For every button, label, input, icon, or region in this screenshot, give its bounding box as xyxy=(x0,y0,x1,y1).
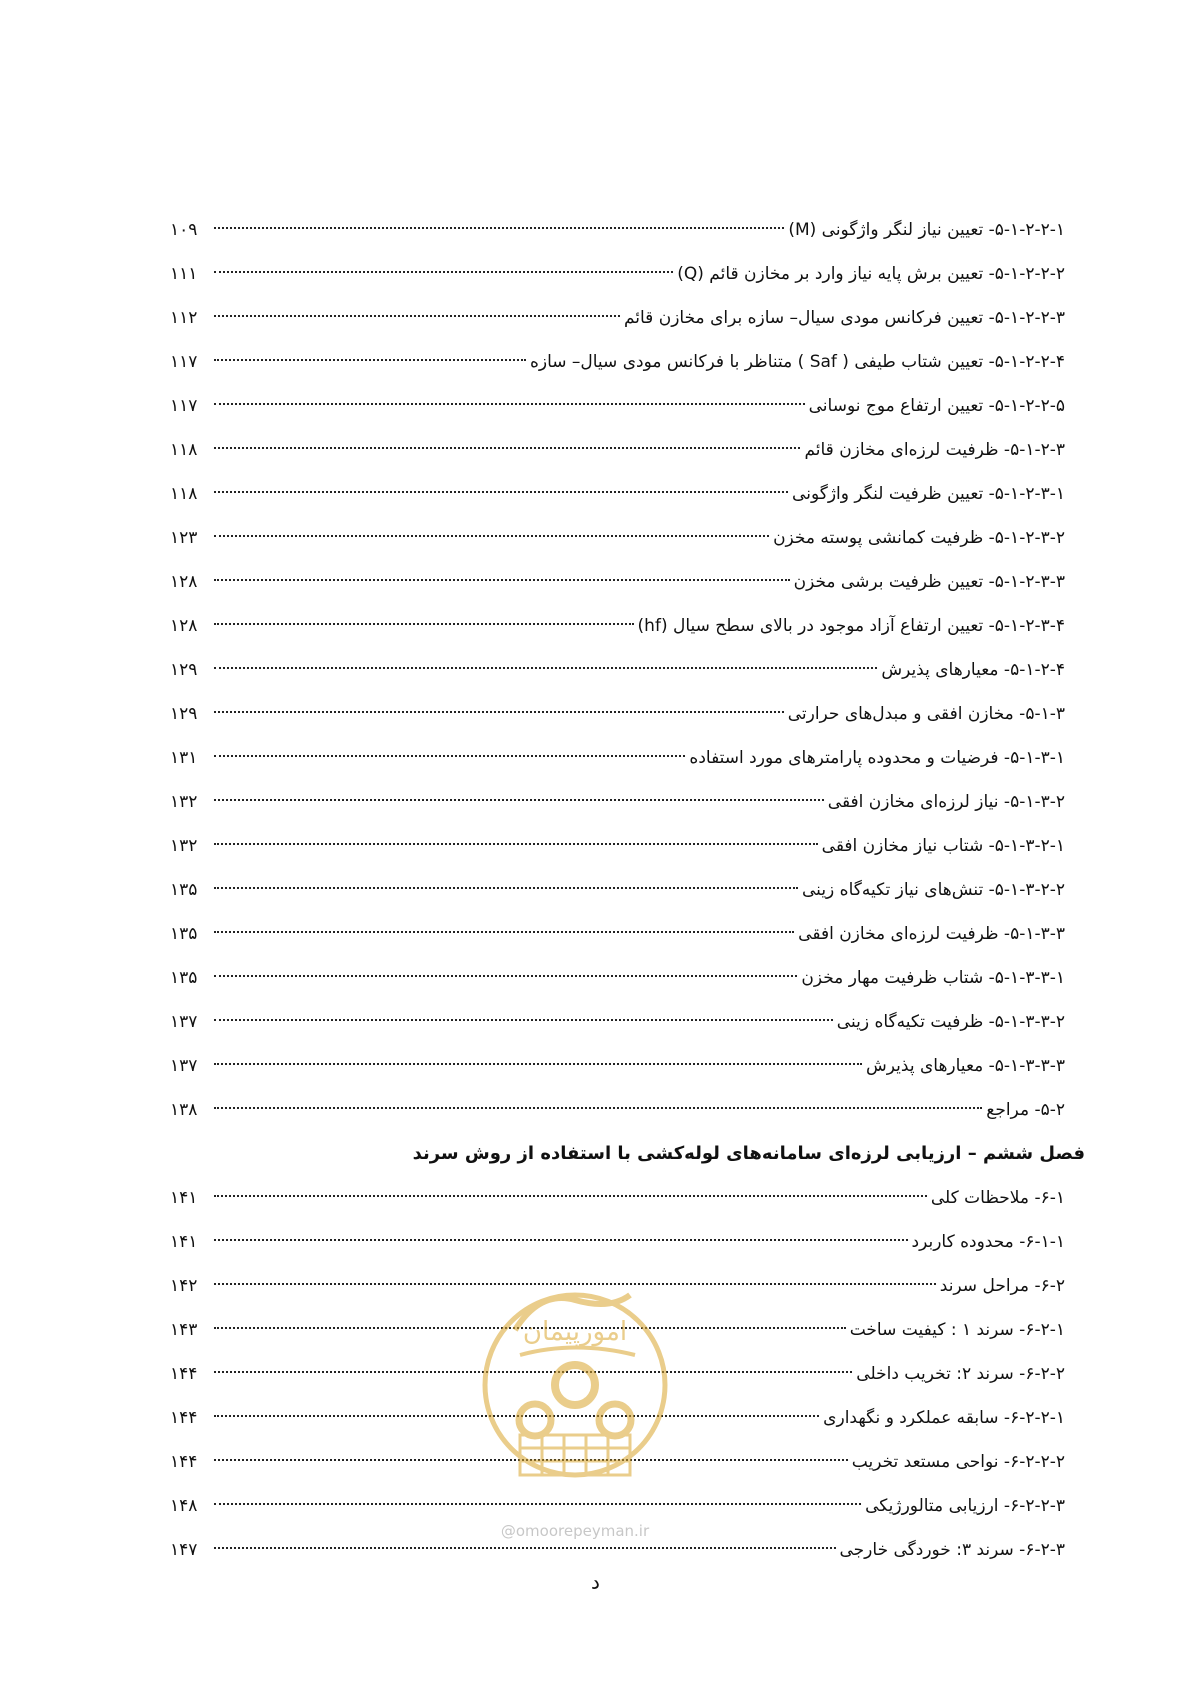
toc-dot-leader xyxy=(214,1019,833,1021)
toc-dot-leader xyxy=(214,843,818,845)
toc-row xyxy=(170,692,1065,736)
toc-dot-leader xyxy=(214,799,824,801)
toc-row xyxy=(170,1044,1065,1088)
toc-entry-title: ۵-۱-۲-۲-۵- تعیین ارتفاع موج نوسانی xyxy=(808,396,1065,416)
toc-entries xyxy=(170,208,1065,1132)
toc-page-number: ۱۳۵ xyxy=(170,968,198,988)
toc-row xyxy=(170,428,1065,472)
toc-entry-title: ۵-۱-۲-۳-۲- ظرفیت کمانشی پوسته مخزن xyxy=(773,528,1065,548)
toc-row xyxy=(170,736,1065,780)
toc-page-number: ۱۴۴ xyxy=(170,1452,198,1472)
toc-entry-title: ۶-۲-۲-۳- ارزیابی متالورژیکی xyxy=(865,1496,1065,1516)
toc-page-number: ۱۲۳ xyxy=(170,528,198,548)
toc-page-number: ۱۴۲ xyxy=(170,1276,198,1296)
toc-row xyxy=(170,1176,1065,1220)
toc-row xyxy=(170,824,1065,868)
toc-dot-leader xyxy=(214,667,877,669)
toc-entry-title: ۵-۱-۳-۳- ظرفیت لرزه‌ای مخازن افقی xyxy=(798,924,1065,944)
toc-dot-leader xyxy=(214,931,794,933)
toc-dot-leader xyxy=(214,755,685,757)
toc-page-number: ۱۳۵ xyxy=(170,924,198,944)
toc-dot-leader xyxy=(214,403,805,405)
toc-entry-title: ۵-۱-۲-۳- ظرفیت لرزه‌ای مخازن قائم xyxy=(804,440,1065,460)
watermark-logo xyxy=(480,1270,670,1540)
toc-page-number: ۱۴۳ xyxy=(170,1320,198,1340)
watermark-logo-text: امورپیمان xyxy=(522,1317,628,1347)
toc-row xyxy=(170,208,1065,252)
toc-page-number: ۱۱۷ xyxy=(170,352,198,372)
toc-entry-title: ۵-۱-۳- مخازن افقی و مبدل‌های حرارتی xyxy=(787,704,1065,724)
toc-dot-leader xyxy=(214,711,784,713)
toc-page-number: ۱۱۷ xyxy=(170,396,198,416)
toc-row xyxy=(170,780,1065,824)
toc-row xyxy=(170,1088,1065,1132)
toc-dot-leader xyxy=(214,1063,862,1065)
toc-entry-title: ۵-۱-۳-۳-۱- شتاب ظرفیت مهار مخزن xyxy=(801,968,1065,988)
toc-page-number: ۱۳۱ xyxy=(170,748,198,768)
toc-row xyxy=(170,868,1065,912)
toc-page-number: ۱۱۲ xyxy=(170,308,198,328)
toc-row xyxy=(170,296,1065,340)
toc-page-number: ۱۴۷ xyxy=(170,1540,198,1560)
toc-row xyxy=(170,384,1065,428)
toc-dot-leader xyxy=(214,1239,908,1241)
toc-entry-title: ۶-۱- ملاحظات کلی xyxy=(930,1188,1065,1208)
toc-dot-leader xyxy=(214,535,769,537)
toc-dot-leader xyxy=(214,447,800,449)
toc-page-number: ۱۰۹ xyxy=(170,220,198,240)
watermark-emblem-icon xyxy=(480,1270,670,1515)
toc-row xyxy=(170,340,1065,384)
toc-page-number: ۱۳۲ xyxy=(170,792,198,812)
toc-page-number: ۱۴۸ xyxy=(170,1496,198,1516)
toc-page-number: ۱۳۸ xyxy=(170,1100,198,1120)
toc-entry-title: ۵-۱-۳-۳-۳- معیارهای پذیرش xyxy=(866,1056,1065,1076)
toc-entry-title: ۶-۲-۱- سرند ۱ : کیفیت ساخت xyxy=(849,1320,1065,1340)
toc-page-number: ۱۲۹ xyxy=(170,704,198,724)
toc-row xyxy=(170,956,1065,1000)
toc-page-number: ۱۳۷ xyxy=(170,1012,198,1032)
toc-dot-leader xyxy=(214,887,798,889)
toc-entry-title: ۵-۱-۲-۲-۱- تعیین نیاز لنگر واژگونی (M) xyxy=(788,220,1065,240)
toc-row xyxy=(170,912,1065,956)
toc-page-number: ۱۳۷ xyxy=(170,1056,198,1076)
toc-entry-title: ۵-۱-۳-۲-۲- تنش‌های نیاز تکیه‌گاه زینی xyxy=(802,880,1065,900)
toc-page-number: ۱۲۹ xyxy=(170,660,198,680)
toc-page-number: ۱۴۱ xyxy=(170,1188,198,1208)
toc-page-number: ۱۲۸ xyxy=(170,616,198,636)
toc-entry-title: ۶-۲-۲-۱- سابقه عملکرد و نگهداری xyxy=(823,1408,1065,1428)
toc-row xyxy=(170,604,1065,648)
toc-row xyxy=(170,472,1065,516)
toc-page-number: ۱۱۱ xyxy=(170,264,198,284)
toc-entry-title: ۵-۱-۲-۳-۳- تعیین ظرفیت برشی مخزن xyxy=(793,572,1065,592)
toc-entry-title: ۵-۱-۲-۲-۴- تعیین شتاب طیفی ( Saf ) متناظر با فرکانس مودی سیال– سازه xyxy=(529,352,1065,372)
toc-entry-title: ۵-۱-۳-۲-۱- شتاب نیاز مخازن افقی xyxy=(821,836,1065,856)
toc-page-number: ۱۴۴ xyxy=(170,1408,198,1428)
page-number: د xyxy=(591,1570,600,1594)
toc-dot-leader xyxy=(214,1195,927,1197)
toc-entry-title: ۵-۱-۲-۲-۲- تعیین برش پایه نیاز وارد بر مخازن قائم (Q) xyxy=(677,264,1065,284)
chapter-heading: فصل ششم – ارزیابی لرزه‌ای سامانه‌های لوله‌کشی با استفاده از روش سرند xyxy=(412,1143,1085,1164)
toc-entry-title: ۵-۲- مراجع xyxy=(986,1100,1065,1120)
toc-page-number: ۱۱۸ xyxy=(170,440,198,460)
toc-entry-title: ۵-۱-۳-۲- نیاز لرزه‌ای مخازن افقی xyxy=(827,792,1065,812)
toc-page-number: ۱۱۸ xyxy=(170,484,198,504)
toc-page-number: ۱۳۲ xyxy=(170,836,198,856)
toc-row xyxy=(170,560,1065,604)
toc-page-number: ۱۲۸ xyxy=(170,572,198,592)
toc-dot-leader xyxy=(214,227,784,229)
toc-entry-title: ۶-۲-۲-۲- نواحی مستعد تخریب xyxy=(851,1452,1065,1472)
toc-row xyxy=(170,252,1065,296)
toc-dot-leader xyxy=(214,271,673,273)
toc-dot-leader xyxy=(214,975,797,977)
toc-entry-title: ۵-۱-۲-۴- معیارهای پذیرش xyxy=(881,660,1065,680)
toc-dot-leader xyxy=(214,359,526,361)
toc-entry-title: ۵-۱-۳-۳-۲- ظرفیت تکیه‌گاه زینی xyxy=(836,1012,1065,1032)
toc-page-number: ۱۴۴ xyxy=(170,1364,198,1384)
toc-entry-title: ۵-۱-۲-۳-۱- تعیین ظرفیت لنگر واژگونی xyxy=(792,484,1065,504)
toc-entry-title: ۵-۱-۲-۲-۳- تعیین فرکانس مودی سیال– سازه برای مخازن قائم xyxy=(623,308,1065,328)
toc-dot-leader xyxy=(214,623,634,625)
toc-dot-leader xyxy=(214,491,788,493)
toc-row xyxy=(170,1220,1065,1264)
watermark-url: @omoorepeyman.ir xyxy=(500,1522,650,1540)
toc-entry-title: ۶-۲- مراحل سرند xyxy=(939,1276,1065,1296)
toc-entry-title: ۵-۱-۳-۱- فرضیات و محدوده پارامترهای مورد استفاده xyxy=(689,748,1065,768)
toc-dot-leader xyxy=(214,579,790,581)
toc-dot-leader xyxy=(214,315,620,317)
toc-entry-title: ۶-۲-۳- سرند ۳: خوردگی خارجی xyxy=(839,1540,1065,1560)
toc-entry-title: ۶-۲-۲- سرند ۲: تخریب داخلی xyxy=(856,1364,1065,1384)
toc-entry-title: ۶-۱-۱- محدوده کاربرد xyxy=(911,1232,1065,1252)
toc-row xyxy=(170,648,1065,692)
toc-entry-title: ۵-۱-۲-۳-۴- تعیین ارتفاع آزاد موجود در بالای سطح سیال (hf) xyxy=(637,616,1065,636)
toc-row xyxy=(170,516,1065,560)
toc-dot-leader xyxy=(214,1547,836,1549)
toc-row xyxy=(170,1000,1065,1044)
toc-page-number: ۱۴۱ xyxy=(170,1232,198,1252)
toc-dot-leader xyxy=(214,1107,982,1109)
toc-page-number: ۱۳۵ xyxy=(170,880,198,900)
